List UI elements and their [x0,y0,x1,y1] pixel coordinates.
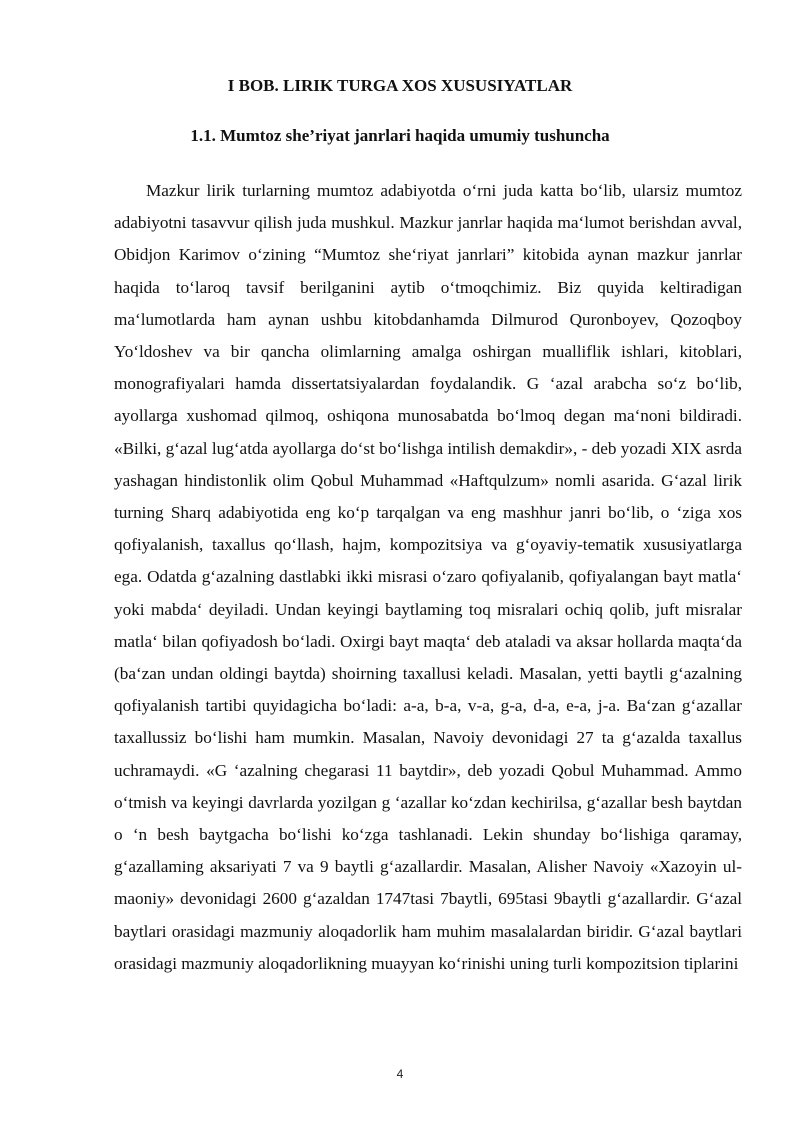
page-number: 4 [396,1067,404,1081]
section-title: 1.1. Mumtoz she’riyat janrlari haqida umumiy tushuncha [190,126,610,145]
body-paragraph: Mazkur lirik turlarning mumtoz adabiyotda o‘rni juda katta bo‘lib, ularsiz mumtoz adabiyotni tasavvur qilish juda mushkul. Mazkur janrlar haqida ma‘lumot berishdan avval, Obidjon Karimov o‘zining “Mumtoz she‘riyat janrlari” kitobida aynan mazkur janrlar haqida to‘laroq tavsif berilganini aytib o‘tmoqchimiz. Biz quyida keltiradigan ma‘lumotlarda ham aynan ushbu kitobdanhamda Dilmurod Quronboyev, Qozoqboy Yo‘ldoshev va bir qancha olimlarning amalga oshirgan mualliflik ishlari, kitoblari, monografiyalari hamda dissertatsiyalardan foydalandik. G ‘azal arabcha so‘z bo‘lib, ayollarga xushomad qilmoq, oshiqona munosabatda bo‘lmoq degan ma‘noni bildiradi. «Bilki, g‘azal lug‘atda ayollarga do‘st bo‘lishga intilish demakdir», - deb yozadi XIX asrda yashagan hindistonlik olim Qobul Muhammad «Haftqulzum» nomli asarida. G‘azal lirik turning Sharq adabiyotida eng ko‘p tarqalgan va eng mashhur janri bo‘lib, o ‘ziga xos qofiyalanish, taxallus qo‘llash, hajm, kompozitsiya va g‘oyaviy-tematik xususiyatlarga ega. Odatda g‘azalning dastlabki ikki misrasi o‘zaro qofiyalanib, qofiyalangan bayt matla‘ yoki mabda‘ deyiladi. Undan keyingi baytlaming toq misralari ochiq qolib, juft misralar matla‘ bilan qofiyadosh bo‘ladi. Oxirgi bayt maqta‘ deb ataladi va aksar hollarda maqta‘da (ba‘zan undan oldingi baytda) shoirning taxallusi keladi. Masalan, yetti baytli g‘azalning qofiyalanish tartibi quyidagicha bo‘ladi: a-a, b-a, v-a, g-a, d-a, e-a, j-a. Ba‘zan g‘azallar taxallussiz bo‘lishi ham mumkin. Masalan, Navoiy devonidagi 27 ta g‘azalda taxallus uchramaydi. «G ‘azalning chegarasi 11 baytdir», deb yozadi Qobul Muhammad. Ammo o‘tmish va keyingi davrlarda yozilgan g ‘azallar ko‘zdan kechirilsa, g‘azallar besh baytdan o ‘n besh baytgacha bo‘lishi ko‘zga tashlanadi. Lekin shunday bo‘lishiga qaramay, g‘azallaming aksariyati 7 va 9 baytli g‘azallardir. Masalan, Alisher Navoiy «Xazoyin ul-maoniy» devonidagi 2600 g‘azaldan 1747tasi 7baytli, 695tasi 9baytli g‘azallardir. G‘azal baytlari orasidagi mazmuniy aloqadorlik ham muhim masalalardan biridir. G‘azal baytlari orasidagi mazmuniy aloqadorlikning muayyan ko‘rinishi uning turli kompozitsion tiplarini [114,181,742,973]
body-text [114,175,742,980]
chapter-title: I BOB. LIRIK TURGA XOS XUSUSIYATLAR [227,76,573,95]
